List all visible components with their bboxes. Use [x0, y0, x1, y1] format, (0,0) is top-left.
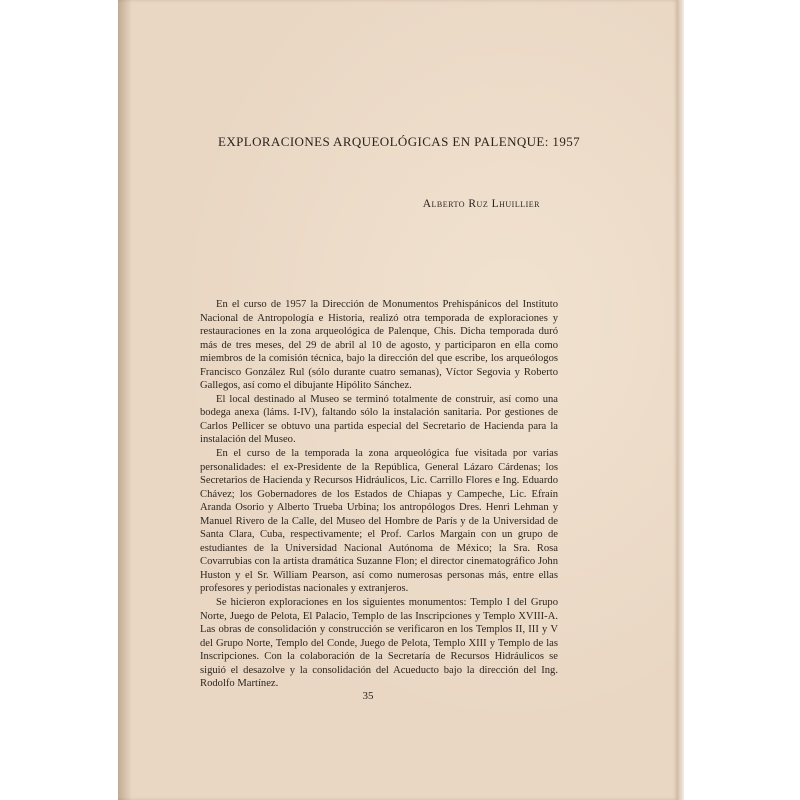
left-margin — [0, 0, 118, 800]
paragraph-4: Se hicieron exploraciones en los siguientes monumentos: Templo I del Grupo Norte, Juego de Pelota, El Palacio, Templo de las Inscripciones y Templo XVIII-A. Las obras de consolidación y construcción se verificaron en los Templos II, III y V del Grupo Norte, Templo del Conde, Juego de Pelota, Templo XIII y Templo de las Inscripciones. Con la colaboración de la Secretaría de Recursos Hidráulicos se siguió el desazolve y la consolidación del Acueducto bajo la dirección del Ing. Rodolfo Martínez. — [200, 597, 558, 690]
paragraph-2: El local destinado al Museo se terminó totalmente de construir, así como una bodega anexa (láms. I-IV), faltando sólo la instalación sanitaria. Por gestiones de Carlos Pellicer se obtuvo una partida especial del Secretario de Hacienda para la instalación del Museo. — [200, 393, 558, 446]
book-page — [118, 0, 678, 800]
page-edge — [678, 0, 684, 800]
paragraph-3: En el curso de la temporada la zona arqueológica fue visitada por varias personalidades: el ex-Presidente de la República, General Lázaro Cárdenas; los Secretarios de Hacienda y Recursos Hidráulicos, Lic. Carrillo Flores e Ing. Eduardo Chávez; los Gobernadores de los Estados de Chiapas y Campeche, Lic. Efraín Aranda Osorio y Alberto Trueba Urbina; los antropólogos Dres. Henri Lehman y Manuel Rivero de la Calle, del Museo del Hombre de París y de la Universidad de Santa Clara, Cuba, respectivamente; el Prof. Carlos Margain con un grupo de estudiantes de la Universidad Nacional Autónoma de México; la Sra. Rosa Covarrubias con la artista dramática Suzanne Flon; el director cinematográfico John Huston y el Sr. William Pearson, así como numerosas personas más, entre ellas profesores y periodistas nacionales y extranjeros. — [200, 448, 558, 595]
paragraph-1: En el curso de 1957 la Dirección de Monumentos Prehispánicos del Instituto Nacional de Antropología e Historia, realizó otra temporada de exploraciones y restauraciones en la zona arqueológica de Palenque, Chis. Dicha temporada duró más de tres meses, del 29 de abril al 10 de agosto, y participaron en ella como miembros de la comisión técnica, bajo la dirección del que escribe, los arqueólogos Francisco González Rul (sólo durante cuatro semanas), Víctor Segovia y Roberto Gallegos, así como el dibujante Hipólito Sánchez. — [200, 299, 558, 392]
article-author: Alberto Ruz Lhuillier — [422, 198, 540, 210]
article-body — [200, 298, 558, 691]
page-number: 35 — [362, 690, 374, 702]
article-title: EXPLORACIONES ARQUEOLÓGICAS EN PALENQUE: 1957 — [218, 134, 581, 149]
